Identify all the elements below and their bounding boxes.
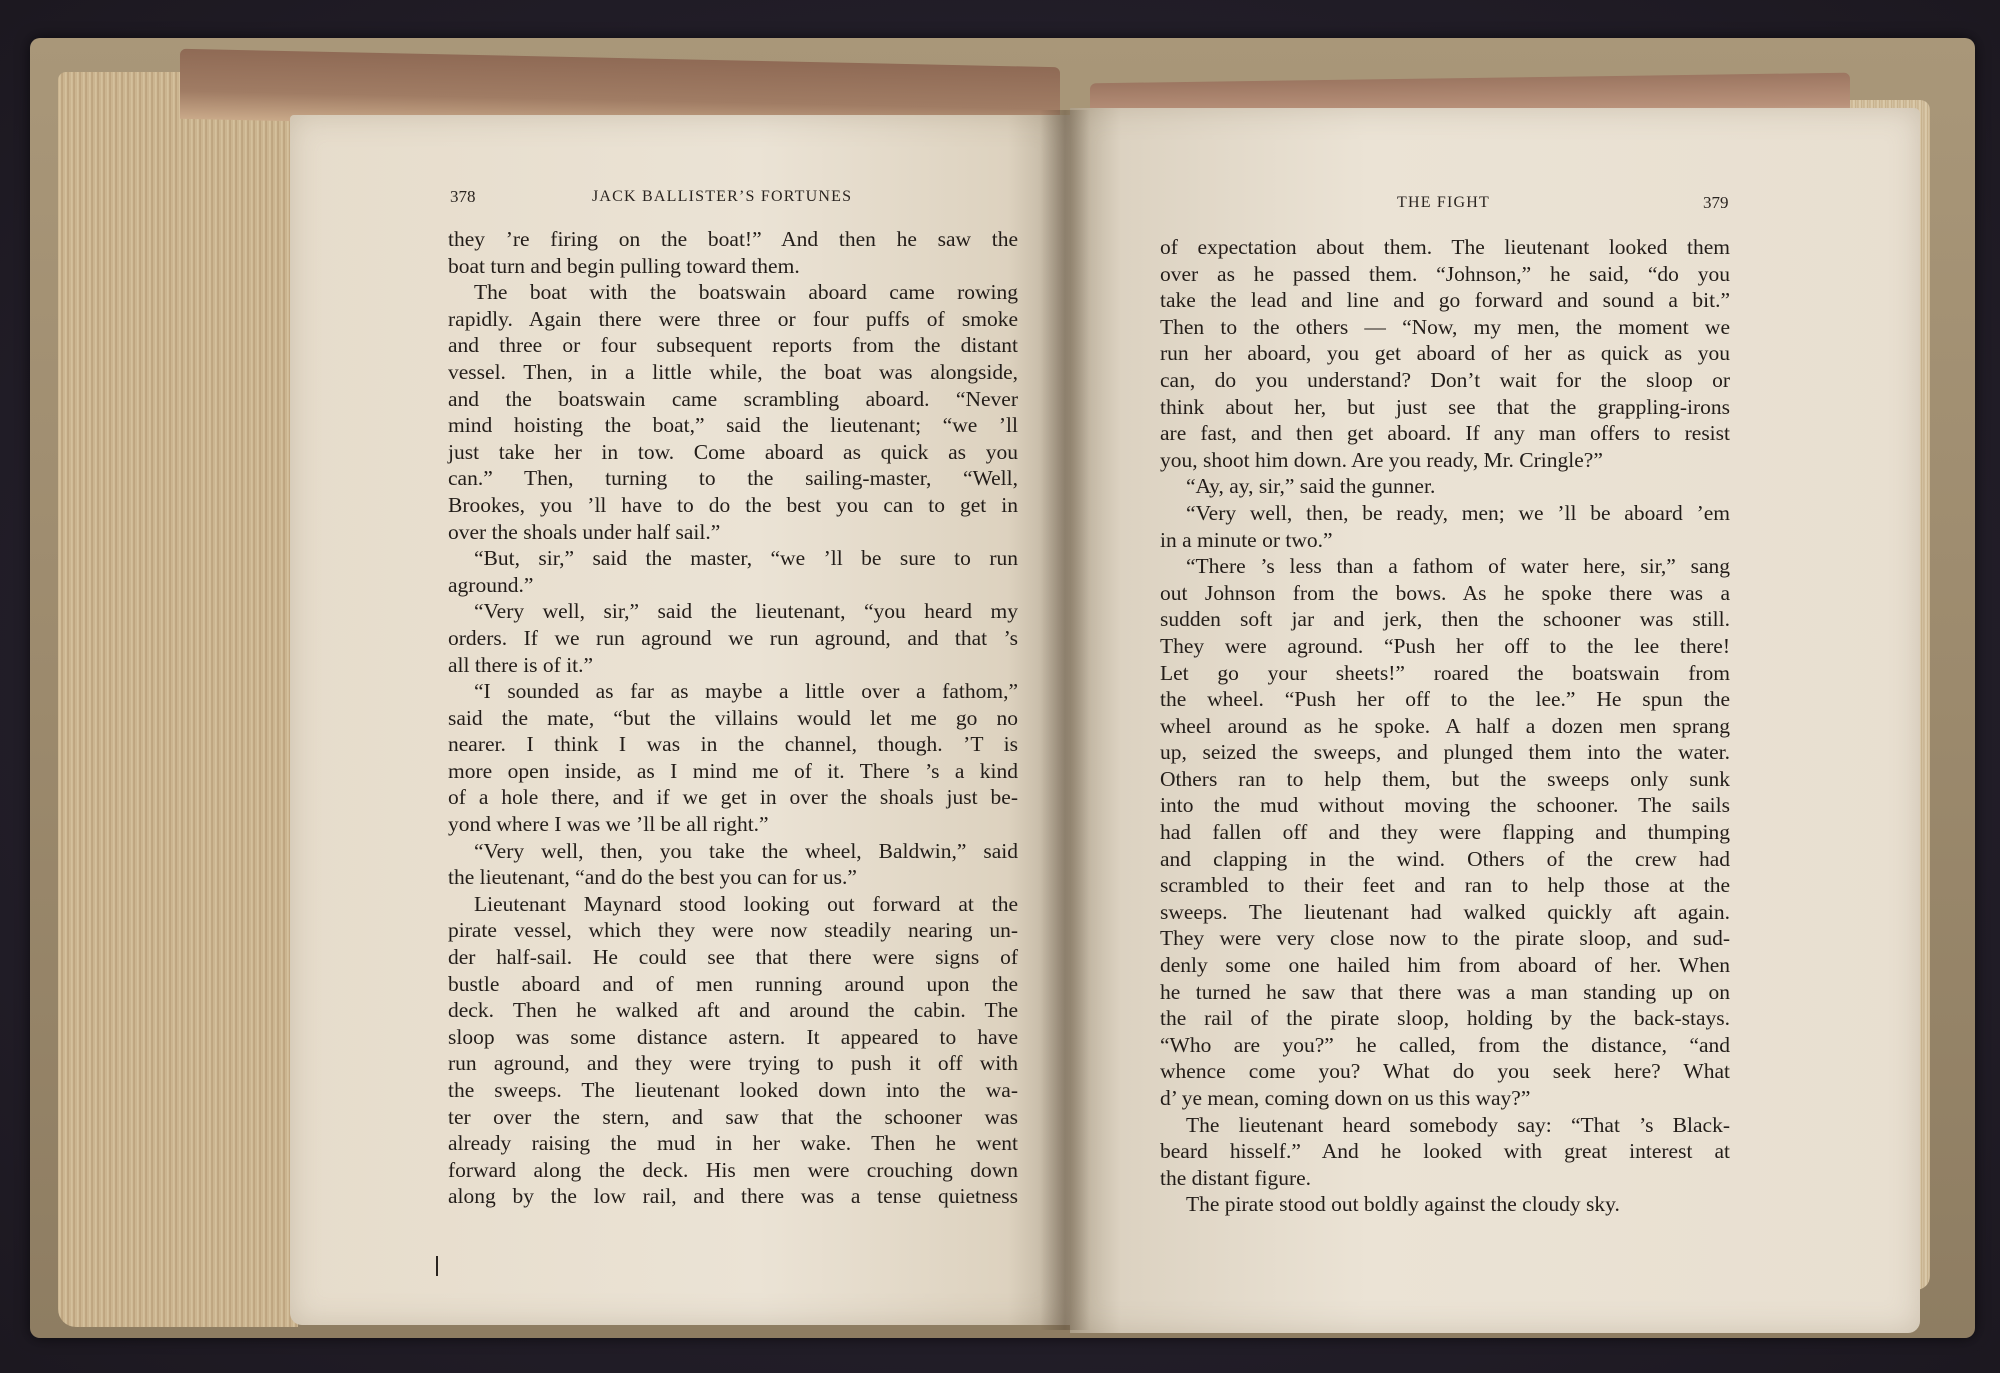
text-line: up, seized the sweeps, and plunged them into the water. [1160,740,1730,765]
text-line: Brookes, you ’ll have to do the best you can to get in [448,492,1018,517]
text-line: can.” Then, turning to the sailing-master, “Well, [448,466,1018,491]
left-page-text [448,226,1018,1210]
text-line: forward along the deck. His men were crouching down [448,1157,1018,1182]
text-line: denly some one hailed him from aboard of her. When [1160,953,1730,978]
text-line: along by the low rail, and there was a tense quietness [448,1184,1018,1209]
text-line: out Johnson from the bows. As he spoke there was a [1160,580,1730,605]
text-line: The lieutenant heard somebody say: “That ’s Black- [1186,1112,1730,1137]
text-line: the rail of the pirate sloop, holding by the back-stays. [1160,1006,1730,1031]
text-line: the wheel. “Push her off to the lee.” He spun the [1160,687,1730,712]
text-line: think about her, but just see that the grappling-irons [1160,394,1730,419]
text-line: ter over the stern, and saw that the schooner was [448,1104,1018,1129]
text-line: and three or four subsequent reports from the distant [448,333,1018,358]
text-line: They were aground. “Push her off to the lee there! [1160,633,1730,658]
text-line: already raising the mud in her wake. Then he went [448,1131,1018,1156]
text-line: more open inside, as I mind me of it. There ’s a kind [448,758,1018,783]
book-gutter [1040,110,1090,1330]
text-line: over the shoals under half sail.” [448,519,721,544]
text-line: The boat with the boatswain aboard came rowing [474,280,1018,305]
right-running-head: THE FIGHT [1397,194,1491,211]
text-line: orders. If we run aground we run aground, and that ’s [448,625,1018,650]
text-line: “There ’s less than a fathom of water here, sir,” sang [1186,554,1730,579]
text-line: and clapping in the wind. Others of the crew had [1160,846,1730,871]
stray-pencil-mark [436,1256,438,1276]
text-line: Let go your sheets!” roared the boatswain from [1160,660,1730,685]
text-line: whence come you? What do you seek here? What [1160,1059,1730,1084]
text-line: “Who are you?” he called, from the distance, “and [1160,1032,1730,1057]
text-line: vessel. Then, in a little while, the boat was alongside, [448,359,1018,384]
text-line: nearer. I think I was in the channel, though. ’T is [448,732,1018,757]
text-line: yond where I was we ’ll be all right.” [448,812,769,837]
text-line: run aground, and they were trying to push it off with [448,1051,1018,1076]
text-line: The pirate stood out boldly against the cloudy sky. [1186,1192,1620,1217]
text-line: “Ay, ay, sir,” said the gunner. [1186,474,1436,499]
text-line: the sweeps. The lieutenant looked down into the wa- [448,1078,1018,1102]
page-edges-left [58,72,298,1327]
left-page-number: 378 [450,187,476,206]
right-page-number: 379 [1703,193,1729,212]
text-line: of expectation about them. The lieutenant looked them [1160,235,1730,259]
text-line: he turned he saw that there was a man standing up on [1160,979,1730,1004]
text-line: aground.” [448,572,534,597]
text-line: boat turn and begin pulling toward them. [448,253,800,278]
text-line: Lieutenant Maynard stood looking out forward at the [474,891,1018,916]
text-line: wheel around as he spoke. A half a dozen men sprang [1160,713,1730,738]
text-line: bustle aboard and of men running around upon the [448,971,1018,996]
text-line: d’ ye mean, coming down on us this way?” [1160,1086,1531,1110]
text-line: der half-sail. He could see that there were signs of [448,945,1018,970]
text-line: They were very close now to the pirate sloop, and sud- [1160,926,1730,951]
text-line: are fast, and then get aboard. If any man offers to resist [1160,421,1730,446]
text-line: all there is of it.” [448,652,594,677]
text-line: of a hole there, and if we get in over the shoals just be- [448,785,1018,810]
text-line: the distant figure. [1160,1165,1312,1190]
text-line: “Very well, then, you take the wheel, Baldwin,” said [474,838,1018,863]
text-line: take the lead and line and go forward and sound a bit.” [1160,288,1730,313]
text-line: sudden soft jar and jerk, then the schooner was still. [1160,607,1730,632]
text-line: had fallen off and they were flapping and thumping [1160,820,1730,845]
text-line: the lieutenant, “and do the best you can for us.” [448,865,857,890]
text-line: run her aboard, you get aboard of her as quick as you [1160,341,1730,366]
text-line: “Very well, sir,” said the lieutenant, “you heard my [474,599,1018,624]
text-line: sloop was some distance astern. It appeared to have [448,1024,1018,1049]
text-line: rapidly. Again there were three or four puffs of smoke [448,306,1018,331]
text-line: “I sounded as far as maybe a little over a fathom,” [474,679,1018,704]
text-line: beard hisself.” And he looked with great interest at [1160,1139,1730,1164]
text-line: over as he passed them. “Johnson,” he said, “do you [1160,261,1730,286]
text-line: pirate vessel, which they were now steadily nearing un- [448,918,1018,943]
text-line: mind hoisting the boat,” said the lieutenant; “we ’ll [448,413,1018,438]
left-running-head: JACK BALLISTER’S FORTUNES [592,188,853,205]
text-line: scrambled to their feet and ran to help those at the [1160,873,1730,898]
text-line: in a minute or two.” [1160,527,1333,552]
text-line: into the mud without moving the schooner. The sails [1160,793,1730,818]
text-line: said the mate, “but the villains would let me go no [448,705,1018,730]
text-line: deck. Then he walked aft and around the cabin. The [448,998,1018,1023]
text-line: Then to the others — “Now, my men, the moment we [1160,314,1730,339]
text-line: and the boatswain came scrambling aboard. “Never [448,386,1018,411]
text-line: Others ran to help them, but the sweeps only sunk [1160,766,1730,791]
right-page-text [1160,234,1730,1218]
text-line: “But, sir,” said the master, “we ’ll be sure to run [474,546,1018,571]
text-line: they ’re firing on the boat!” And then he saw the [448,227,1018,251]
text-line: just take her in tow. Come aboard as quick as you [448,439,1018,464]
text-line: “Very well, then, be ready, men; we ’ll be aboard ’em [1186,500,1730,525]
text-line: you, shoot him down. Are you ready, Mr. Cringle?” [1160,447,1603,472]
text-line: sweeps. The lieutenant had walked quickly aft again. [1160,899,1730,924]
text-line: can, do you understand? Don’t wait for the sloop or [1160,367,1730,392]
